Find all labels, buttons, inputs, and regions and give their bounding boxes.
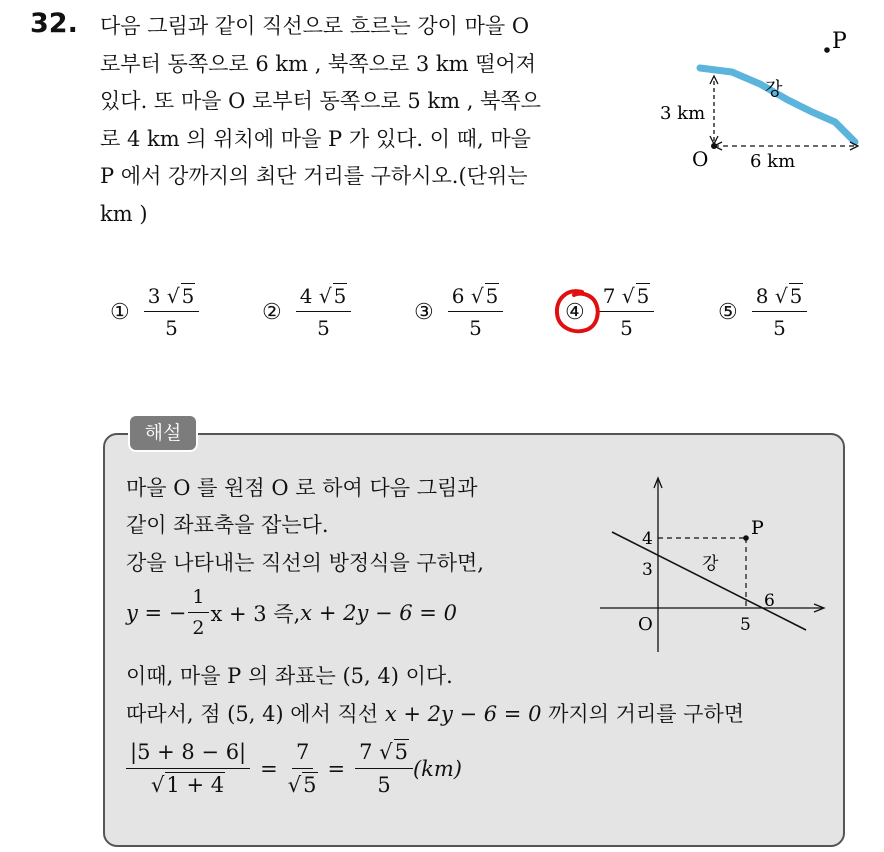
- solution-line: 마을 O 를 원점 O 로 하여 다음 그림과: [126, 476, 478, 500]
- river-equation: y = − $\frac{1}{2}$ x + 3 즉, x + 2y − 6 = 0: [126, 586, 457, 639]
- river-label: 강: [702, 554, 719, 574]
- origin-label: O: [638, 614, 653, 635]
- village-p-label: P: [832, 29, 847, 54]
- y-tick-4: 4: [642, 529, 653, 549]
- choice-1[interactable]: [110, 286, 199, 338]
- choice-fraction: $\frac{6 √ 5}{5}$: [448, 286, 504, 338]
- north-distance-label: 3 km: [660, 103, 706, 124]
- solution-line: 강을 나타내는 직선의 방정식을 구하면,: [126, 551, 484, 575]
- choice-fraction: $\frac{3 √ 5}{5}$: [144, 286, 200, 338]
- choice-marker: ③: [414, 299, 434, 325]
- x-intercept-6: 6: [764, 591, 775, 611]
- solution-line: 이때, 마을 P 의 좌표는 (5, 4) 이다.: [126, 664, 453, 688]
- question-text: 다음 그림과 같이 직선으로 흐르는 강이 마을 O 로부터 동쪽으로 6 km , 북쪽으로 3 km 떨어져 있다. 또 마을 O 로부터 동쪽으로 5 km , 북쪽으 로 4 km 의 위치에 마을 P 가 있다. 이 때, 마을 P 에서 강까지의 최단 거리를 구하시오.(단위는 km ): [100, 14, 541, 226]
- solution-tag: 해설: [128, 414, 198, 452]
- x-tick-5: 5: [740, 615, 751, 635]
- choice-marker: ④: [565, 299, 585, 325]
- river-figure: [650, 18, 870, 178]
- y-tick-3: 3: [642, 560, 653, 580]
- village-p-dot: [824, 47, 830, 53]
- river-label: 강: [765, 79, 783, 100]
- choice-marker: ⑤: [718, 299, 738, 325]
- selected-answer-circle-icon: [552, 286, 604, 338]
- point-p-label: P: [751, 517, 764, 539]
- east-distance-label: 6 km: [750, 151, 796, 172]
- choice-fraction: $\frac{7 √ 5}{5}$: [599, 286, 655, 338]
- village-o-label: O: [692, 147, 709, 171]
- choice-marker: ②: [262, 299, 282, 325]
- choice-3[interactable]: [414, 286, 503, 338]
- point-p-dot: [743, 535, 749, 541]
- choice-marker: ①: [110, 299, 130, 325]
- choice-fraction: $\frac{8 √ 5}{5}$: [752, 286, 808, 338]
- choice-2[interactable]: [262, 286, 351, 338]
- final-calculation: $\frac{|5 + 8 - 6|}{√1 + 4}$ = $\frac{7}{√5}$ = $\frac{7 √5}{5}$ (km): [126, 742, 462, 796]
- solution-line: 같이 좌표축을 잡는다.: [126, 513, 329, 537]
- choice-5[interactable]: [718, 286, 807, 338]
- question-number: 32.: [30, 8, 78, 39]
- solution-line: 따라서, 점 (5, 4) 에서 직선 x + 2y − 6 = 0 까지의 거리를 구하면: [126, 702, 745, 726]
- coordinate-figure: [596, 474, 832, 660]
- choice-fraction: $\frac{4 √ 5}{5}$: [296, 286, 352, 338]
